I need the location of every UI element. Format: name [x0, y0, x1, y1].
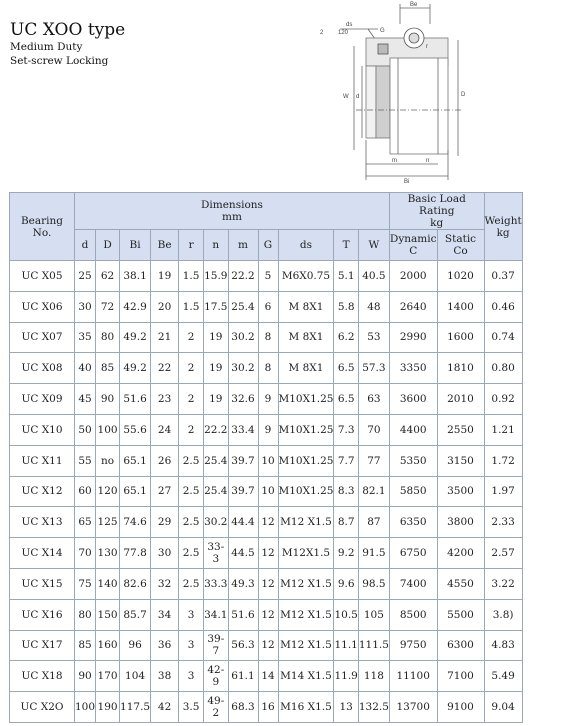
cell-t: 6.5 [334, 353, 358, 384]
page-title: UC XOO type [10, 20, 126, 40]
cell-dynamic-c: 6350 [389, 507, 437, 538]
cell-ds: M 8X1 [278, 353, 334, 384]
cell-w: 70 [358, 414, 389, 445]
header-w: W [358, 230, 389, 261]
cell-weight: 2.57 [484, 538, 522, 569]
cell-static-co: 9100 [437, 692, 484, 723]
cell-g: 8 [258, 322, 278, 353]
cell-n: 25.4 [204, 476, 228, 507]
table-row [10, 692, 523, 723]
cell-n: 33-3 [204, 538, 228, 569]
row-bearing-no: UC X05 [10, 261, 75, 292]
cell-r: 1.5 [179, 261, 204, 292]
cell-w: 87 [358, 507, 389, 538]
drawing-label-two: 2 [320, 30, 324, 36]
cell-ds: M12 X1.5 [278, 568, 334, 599]
cell-r: 1.5 [179, 291, 204, 322]
header-ds: ds [278, 230, 334, 261]
cell-g: 9 [258, 414, 278, 445]
cell-dynamic-c: 4400 [389, 414, 437, 445]
cell-g: 12 [258, 630, 278, 661]
cell-be: 30 [151, 538, 179, 569]
cell-m: 56.3 [228, 630, 258, 661]
cell-be: 36 [151, 630, 179, 661]
cell-w: 77 [358, 445, 389, 476]
cell-t: 13 [334, 692, 358, 723]
cell-t: 9.6 [334, 568, 358, 599]
cell-dynamic-c: 6750 [389, 538, 437, 569]
cell-weight: 0.92 [484, 384, 522, 415]
table-row [10, 414, 523, 445]
cell-w: 53 [358, 322, 389, 353]
cell-dynamic-c: 3600 [389, 384, 437, 415]
cell-be: 19 [151, 261, 179, 292]
cell-d: 50 [75, 414, 96, 445]
row-bearing-no: UC X07 [10, 322, 75, 353]
cell-d: 55 [75, 445, 96, 476]
cell-static-co: 7100 [437, 661, 484, 692]
cell-g: 10 [258, 476, 278, 507]
cell-be: 29 [151, 507, 179, 538]
cell-static-co: 1810 [437, 353, 484, 384]
table-row [10, 291, 523, 322]
cell-r: 3 [179, 661, 204, 692]
cell-D: 72 [96, 291, 120, 322]
cell-bi: 49.2 [120, 353, 151, 384]
cell-w: 91.5 [358, 538, 389, 569]
cell-t: 8.7 [334, 507, 358, 538]
cell-r: 2.5 [179, 568, 204, 599]
cell-m: 30.2 [228, 322, 258, 353]
cell-dynamic-c: 2000 [389, 261, 437, 292]
row-bearing-no: UC X17 [10, 630, 75, 661]
cell-d: 45 [75, 384, 96, 415]
cell-dynamic-c: 13700 [389, 692, 437, 723]
cell-D: 125 [96, 507, 120, 538]
cell-m: 25.4 [228, 291, 258, 322]
cell-bi: 104 [120, 661, 151, 692]
cell-bi: 55.6 [120, 414, 151, 445]
cell-w: 63 [358, 384, 389, 415]
cell-d: 60 [75, 476, 96, 507]
header-static-label: Static [444, 233, 477, 245]
header-static-co: Co [453, 245, 468, 257]
cell-be: 22 [151, 353, 179, 384]
cell-m: 61.1 [228, 661, 258, 692]
cell-bi: 38.1 [120, 261, 151, 292]
header-dynamic [389, 230, 437, 261]
cell-m: 30.2 [228, 353, 258, 384]
cell-static-co: 5500 [437, 599, 484, 630]
cell-r: 3 [179, 599, 204, 630]
cell-ds: M 8X1 [278, 322, 334, 353]
cell-D: 170 [96, 661, 120, 692]
row-bearing-no: UC X08 [10, 353, 75, 384]
cell-d: 25 [75, 261, 96, 292]
table-row [10, 476, 523, 507]
header-bearing-no: Bearing No. [10, 193, 75, 261]
cell-g: 14 [258, 661, 278, 692]
row-bearing-no: UC X06 [10, 291, 75, 322]
cell-static-co: 3500 [437, 476, 484, 507]
cell-bi: 74.6 [120, 507, 151, 538]
cell-be: 32 [151, 568, 179, 599]
row-bearing-no: UC X16 [10, 599, 75, 630]
cell-d: 75 [75, 568, 96, 599]
header-d: d [75, 230, 96, 261]
cell-w: 82.1 [358, 476, 389, 507]
cell-weight: 1.97 [484, 476, 522, 507]
header-be: Be [151, 230, 179, 261]
cell-g: 10 [258, 445, 278, 476]
drawing-label-bi: Bi [404, 179, 410, 185]
header-dynamic-c: C [409, 245, 418, 257]
cell-bi: 51.6 [120, 384, 151, 415]
cell-D: 62 [96, 261, 120, 292]
cell-t: 7.7 [334, 445, 358, 476]
cell-be: 26 [151, 445, 179, 476]
row-bearing-no: UC X18 [10, 661, 75, 692]
cell-weight: 0.37 [484, 261, 522, 292]
drawing-label-r: r [426, 44, 428, 50]
cell-D: 150 [96, 599, 120, 630]
cell-r: 2 [179, 353, 204, 384]
header-basic-load-label: Basic Load Rating [407, 193, 466, 217]
cell-bi: 117.5 [120, 692, 151, 723]
cell-D: 100 [96, 414, 120, 445]
cell-bi: 82.6 [120, 568, 151, 599]
drawing-label-be: Be [410, 2, 418, 8]
cell-m: 68.3 [228, 692, 258, 723]
cell-D: 140 [96, 568, 120, 599]
cell-D: 80 [96, 322, 120, 353]
cell-m: 33.4 [228, 414, 258, 445]
header-dimensions-label: Dimensions [200, 199, 263, 211]
cell-d: 70 [75, 538, 96, 569]
row-bearing-no: UC X13 [10, 507, 75, 538]
cell-g: 12 [258, 538, 278, 569]
cell-n: 42-9 [204, 661, 228, 692]
cell-weight: 1.72 [484, 445, 522, 476]
cell-D: 130 [96, 538, 120, 569]
cell-m: 39.7 [228, 476, 258, 507]
cell-t: 11.1 [334, 630, 358, 661]
table-body [10, 261, 523, 723]
cell-be: 21 [151, 322, 179, 353]
cell-r: 2 [179, 414, 204, 445]
cell-r: 3.5 [179, 692, 204, 723]
cell-r: 3 [179, 630, 204, 661]
table-row [10, 384, 523, 415]
cell-g: 8 [258, 353, 278, 384]
cell-r: 2.5 [179, 445, 204, 476]
cell-m: 39.7 [228, 445, 258, 476]
cell-g: 16 [258, 692, 278, 723]
row-bearing-no: UC X10 [10, 414, 75, 445]
cell-static-co: 1600 [437, 322, 484, 353]
table-row [10, 322, 523, 353]
cell-n: 19 [204, 353, 228, 384]
cell-weight: 9.04 [484, 692, 522, 723]
cell-d: 40 [75, 353, 96, 384]
cell-n: 25.4 [204, 445, 228, 476]
cell-static-co: 4550 [437, 568, 484, 599]
header-dynamic-label: Dynamic [389, 233, 437, 245]
cell-weight: 0.74 [484, 322, 522, 353]
header-t: T [334, 230, 358, 261]
cell-D: 120 [96, 476, 120, 507]
cell-r: 2 [179, 384, 204, 415]
cell-m: 44.5 [228, 538, 258, 569]
cell-static-co: 6300 [437, 630, 484, 661]
cell-static-co: 1400 [437, 291, 484, 322]
cell-g: 5 [258, 261, 278, 292]
cell-w: 118 [358, 661, 389, 692]
table-row [10, 661, 523, 692]
cell-dynamic-c: 11100 [389, 661, 437, 692]
cell-n: 15.9 [204, 261, 228, 292]
table-row [10, 445, 523, 476]
cell-weight: 3.8) [484, 599, 522, 630]
cell-ds: M10X1.25 [278, 445, 334, 476]
header-static [437, 230, 484, 261]
cell-g: 6 [258, 291, 278, 322]
subtitle-locking: Set-screw Locking [10, 55, 109, 67]
cell-ds: M10X1.25 [278, 476, 334, 507]
cell-d: 85 [75, 630, 96, 661]
drawing-label-m: m [392, 158, 397, 164]
cell-d: 80 [75, 599, 96, 630]
cell-d: 30 [75, 291, 96, 322]
drawing-label-D: D [461, 92, 466, 98]
header-weight-unit: kg [496, 226, 510, 239]
cell-g: 12 [258, 568, 278, 599]
cell-n: 19 [204, 322, 228, 353]
cell-n: 30.2 [204, 507, 228, 538]
header-dimensions [75, 193, 390, 230]
cell-static-co: 3800 [437, 507, 484, 538]
cell-dynamic-c: 2640 [389, 291, 437, 322]
header-basic-load-unit: kg [430, 217, 444, 229]
cell-be: 20 [151, 291, 179, 322]
cell-t: 7.3 [334, 414, 358, 445]
cell-weight: 3.22 [484, 568, 522, 599]
cell-D: 90 [96, 384, 120, 415]
cell-t: 11.9 [334, 661, 358, 692]
cell-dynamic-c: 8500 [389, 599, 437, 630]
cell-r: 2.5 [179, 476, 204, 507]
cell-d: 100 [75, 692, 96, 723]
cell-m: 49.3 [228, 568, 258, 599]
header-weight-label: Weight [484, 214, 522, 227]
drawing-label-n: n [426, 158, 430, 164]
cell-dynamic-c: 2990 [389, 322, 437, 353]
cell-w: 57.3 [358, 353, 389, 384]
cell-ds: M12 X1.5 [278, 507, 334, 538]
row-bearing-no: UC X11 [10, 445, 75, 476]
cell-be: 38 [151, 661, 179, 692]
table-row [10, 353, 523, 384]
bearing-spec-table [9, 192, 523, 723]
cell-dynamic-c: 5850 [389, 476, 437, 507]
row-bearing-no: UC X2O [10, 692, 75, 723]
cell-be: 27 [151, 476, 179, 507]
cell-weight: 0.80 [484, 353, 522, 384]
cell-ds: M14 X1.5 [278, 661, 334, 692]
cell-ds: M10X1.25 [278, 414, 334, 445]
cell-t: 5.8 [334, 291, 358, 322]
cell-n: 34.1 [204, 599, 228, 630]
cell-weight: 2.33 [484, 507, 522, 538]
table-row [10, 507, 523, 538]
cell-t: 9.2 [334, 538, 358, 569]
cell-d: 65 [75, 507, 96, 538]
table-row [10, 599, 523, 630]
cell-w: 98.5 [358, 568, 389, 599]
cell-bi: 65.1 [120, 445, 151, 476]
cell-ds: M10X1.25 [278, 384, 334, 415]
cell-m: 32.6 [228, 384, 258, 415]
cell-r: 2.5 [179, 538, 204, 569]
cell-D: 190 [96, 692, 120, 723]
drawing-label-angle: 120 [338, 30, 349, 36]
cell-n: 19 [204, 384, 228, 415]
cell-D: no [96, 445, 120, 476]
row-bearing-no: UC X12 [10, 476, 75, 507]
cell-n: 33.3 [204, 568, 228, 599]
cell-bi: 42.9 [120, 291, 151, 322]
cell-w: 132.5 [358, 692, 389, 723]
title-block [10, 20, 125, 68]
row-bearing-no: UC X14 [10, 538, 75, 569]
cell-ds: M 8X1 [278, 291, 334, 322]
cell-dynamic-c: 3350 [389, 353, 437, 384]
cell-weight: 1.21 [484, 414, 522, 445]
cell-w: 111.5 [358, 630, 389, 661]
cell-n: 22.2 [204, 414, 228, 445]
cell-static-co: 2550 [437, 414, 484, 445]
cell-dynamic-c: 5350 [389, 445, 437, 476]
cell-D: 85 [96, 353, 120, 384]
header-n: n [204, 230, 228, 261]
cell-be: 24 [151, 414, 179, 445]
cell-g: 12 [258, 599, 278, 630]
header-r: r [179, 230, 204, 261]
cell-t: 5.1 [334, 261, 358, 292]
header-D: D [96, 230, 120, 261]
cell-D: 160 [96, 630, 120, 661]
cell-static-co: 3150 [437, 445, 484, 476]
header-bi: Bi [120, 230, 151, 261]
drawing-label-g: G [380, 28, 385, 34]
cell-ds: M12 X1.5 [278, 599, 334, 630]
cell-bi: 65.1 [120, 476, 151, 507]
cell-weight: 5.49 [484, 661, 522, 692]
cell-t: 6.2 [334, 322, 358, 353]
cell-r: 2.5 [179, 507, 204, 538]
cell-weight: 0.46 [484, 291, 522, 322]
header-basic-load [389, 193, 484, 230]
cell-n: 39-7 [204, 630, 228, 661]
cell-t: 10.5 [334, 599, 358, 630]
header-m: m [228, 230, 258, 261]
cell-w: 48 [358, 291, 389, 322]
cell-bi: 96 [120, 630, 151, 661]
cell-bi: 85.7 [120, 599, 151, 630]
cell-ds: M12X1.5 [278, 538, 334, 569]
cell-dynamic-c: 7400 [389, 568, 437, 599]
cell-d: 35 [75, 322, 96, 353]
table-row [10, 630, 523, 661]
cell-d: 90 [75, 661, 96, 692]
drawing-label-ds: ds [346, 22, 353, 28]
cell-dynamic-c: 9750 [389, 630, 437, 661]
cell-t: 6.5 [334, 384, 358, 415]
cell-n: 17.5 [204, 291, 228, 322]
cell-be: 42 [151, 692, 179, 723]
drawing-label-d: d [356, 94, 360, 100]
cell-g: 12 [258, 507, 278, 538]
cell-g: 9 [258, 384, 278, 415]
cell-ds: M6X0.75 [278, 261, 334, 292]
cell-w: 105 [358, 599, 389, 630]
table-row [10, 568, 523, 599]
cell-m: 51.6 [228, 599, 258, 630]
cell-static-co: 1020 [437, 261, 484, 292]
cell-w: 40.5 [358, 261, 389, 292]
cell-weight: 4.83 [484, 630, 522, 661]
cell-static-co: 4200 [437, 538, 484, 569]
bearing-drawing [318, 0, 468, 185]
subtitle-duty: Medium Duty [10, 41, 83, 53]
cell-be: 23 [151, 384, 179, 415]
header-weight [484, 193, 522, 261]
cell-static-co: 2010 [437, 384, 484, 415]
row-bearing-no: UC X09 [10, 384, 75, 415]
cell-ds: M12 X1.5 [278, 630, 334, 661]
cell-r: 2 [179, 322, 204, 353]
drawing-label-w: W [343, 94, 349, 100]
cell-ds: M16 X1.5 [278, 692, 334, 723]
table-row [10, 538, 523, 569]
cell-be: 34 [151, 599, 179, 630]
cell-t: 8.3 [334, 476, 358, 507]
table-row [10, 261, 523, 292]
header-g: G [258, 230, 278, 261]
cell-bi: 77.8 [120, 538, 151, 569]
cell-m: 22.2 [228, 261, 258, 292]
row-bearing-no: UC X15 [10, 568, 75, 599]
cell-m: 44.4 [228, 507, 258, 538]
header-dimensions-unit: mm [222, 211, 242, 223]
cell-bi: 49.2 [120, 322, 151, 353]
cell-n: 49-2 [204, 692, 228, 723]
